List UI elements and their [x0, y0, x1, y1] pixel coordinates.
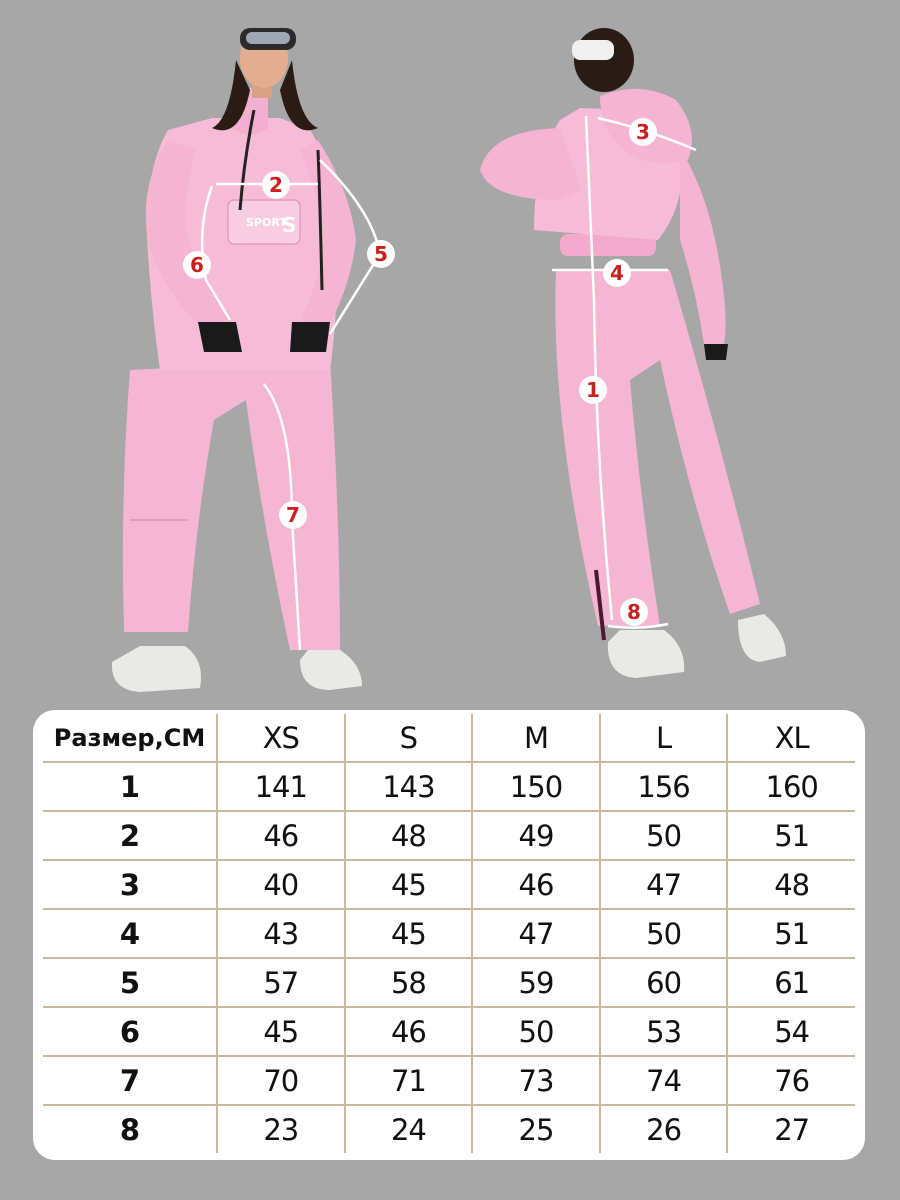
table-cell: 45 [345, 860, 473, 909]
table-cell: 46 [217, 811, 345, 860]
measurement-label: 7 [43, 1056, 217, 1105]
svg-text:1: 1 [586, 378, 600, 402]
table-cell: 160 [727, 762, 855, 811]
table-cell: 53 [600, 1007, 728, 1056]
svg-text:4: 4 [610, 261, 624, 285]
table-cell: 58 [345, 958, 473, 1007]
marker-3 [629, 118, 657, 146]
table-cell: 50 [600, 811, 728, 860]
table-cell: 45 [345, 909, 473, 958]
table-cell: 73 [472, 1056, 600, 1105]
front-model-figure [112, 28, 380, 692]
table-cell: 48 [345, 811, 473, 860]
size-column-header: XS [217, 714, 345, 762]
table-cell: 27 [727, 1105, 855, 1153]
table-row [43, 811, 855, 860]
table-cell: 51 [727, 909, 855, 958]
table-cell: 49 [472, 811, 600, 860]
measurement-label: 5 [43, 958, 217, 1007]
table-cell: 70 [217, 1056, 345, 1105]
table-cell: 26 [600, 1105, 728, 1153]
table-cell: 61 [727, 958, 855, 1007]
marker-2 [262, 171, 290, 199]
table-row [43, 762, 855, 811]
measurement-label: 2 [43, 811, 217, 860]
table-cell: 143 [345, 762, 473, 811]
marker-4 [603, 259, 631, 287]
table-cell: 156 [600, 762, 728, 811]
size-column-header: XL [727, 714, 855, 762]
size-column-header: M [472, 714, 600, 762]
table-row [43, 860, 855, 909]
table-cell: 74 [600, 1056, 728, 1105]
size-chart-card [33, 710, 865, 1160]
table-cell: 47 [472, 909, 600, 958]
jacket-print-letter: S [282, 213, 297, 237]
svg-text:6: 6 [190, 253, 204, 277]
table-cell: 46 [345, 1007, 473, 1056]
table-cell: 50 [472, 1007, 600, 1056]
table-cell: 46 [472, 860, 600, 909]
marker-5 [367, 240, 395, 268]
svg-text:7: 7 [286, 503, 300, 527]
table-row [43, 1056, 855, 1105]
table-cell: 54 [727, 1007, 855, 1056]
table-cell: 48 [727, 860, 855, 909]
measurement-label: 6 [43, 1007, 217, 1056]
table-header-row [43, 714, 855, 762]
table-row [43, 909, 855, 958]
table-cell: 45 [217, 1007, 345, 1056]
table-cell: 24 [345, 1105, 473, 1153]
table-cell: 150 [472, 762, 600, 811]
table-row [43, 958, 855, 1007]
table-cell: 76 [727, 1056, 855, 1105]
jacket-print-sport: SPORT [246, 216, 287, 229]
size-table [43, 714, 855, 1153]
size-header-label: Размер,СМ [43, 714, 217, 762]
table-cell: 57 [217, 958, 345, 1007]
marker-8 [620, 598, 648, 626]
size-column-header: L [600, 714, 728, 762]
table-cell: 59 [472, 958, 600, 1007]
table-cell: 40 [217, 860, 345, 909]
svg-text:3: 3 [636, 120, 650, 144]
marker-7 [279, 501, 307, 529]
size-column-header: S [345, 714, 473, 762]
table-cell: 71 [345, 1056, 473, 1105]
measurement-label: 8 [119, 1112, 140, 1147]
svg-text:5: 5 [374, 242, 388, 266]
marker-6 [183, 251, 211, 279]
svg-text:8: 8 [627, 600, 641, 624]
table-cell: 50 [600, 909, 728, 958]
table-cell: 60 [600, 958, 728, 1007]
measurement-label: 3 [43, 860, 217, 909]
marker-1 [579, 376, 607, 404]
table-cell: 47 [600, 860, 728, 909]
svg-text:2: 2 [269, 173, 283, 197]
table-cell: 23 [217, 1105, 345, 1153]
table-cell: 141 [217, 762, 345, 811]
measurement-label: 4 [43, 909, 217, 958]
table-cell: 51 [727, 811, 855, 860]
table-cell: 25 [472, 1105, 600, 1153]
table-row [43, 1007, 855, 1056]
table-cell: 43 [217, 909, 345, 958]
table-row [43, 1105, 855, 1153]
measurement-label: 1 [43, 762, 217, 811]
